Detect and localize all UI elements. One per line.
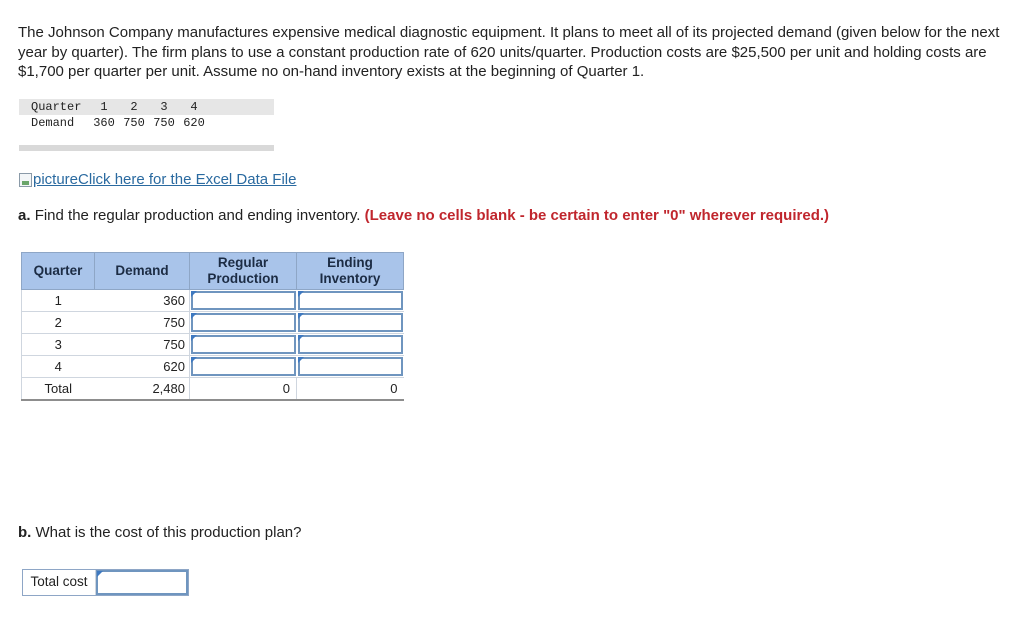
- part-a-text: Find the regular production and ending inventory.: [34, 207, 361, 224]
- input-flag-icon: [298, 357, 304, 363]
- demand-cell: 750: [95, 312, 190, 334]
- ending-inventory-input[interactable]: [297, 334, 404, 356]
- header-demand: Demand: [95, 253, 190, 290]
- divider: [19, 145, 274, 151]
- given-quarter-cell: 4: [190, 100, 198, 114]
- excel-data-link[interactable]: [19, 171, 296, 188]
- header-regular-line1: Regular: [217, 255, 269, 270]
- header-ending-line2: Inventory: [319, 271, 381, 286]
- header-ending-line1: Ending: [327, 255, 373, 270]
- given-demand-label: Demand: [31, 116, 75, 130]
- input-flag-icon: [191, 335, 197, 341]
- given-demand-table: [19, 99, 274, 151]
- table-header-row: [22, 253, 404, 290]
- given-quarter-cell: 3: [160, 100, 168, 114]
- quarter-cell: 3: [22, 334, 95, 356]
- input-flag-icon: [298, 313, 304, 319]
- part-a-question: [18, 207, 829, 224]
- input-flag-icon: [191, 291, 197, 297]
- total-cost-row: [22, 569, 189, 596]
- given-quarter-cell: 1: [100, 100, 108, 114]
- quarter-cell: 1: [22, 290, 95, 312]
- part-b-text: What is the cost of this production plan?: [35, 524, 302, 541]
- table-row: [22, 312, 404, 334]
- ending-inventory-input[interactable]: [297, 312, 404, 334]
- demand-cell: 360: [95, 290, 190, 312]
- part-a-letter: a.: [18, 207, 31, 224]
- input-flag-icon: [298, 291, 304, 297]
- given-demand-cell: 620: [183, 116, 205, 130]
- broken-image-icon: [19, 173, 32, 187]
- regular-production-input[interactable]: [190, 334, 297, 356]
- quarter-cell: 4: [22, 356, 95, 378]
- part-b-letter: b.: [18, 524, 32, 541]
- regular-production-input[interactable]: [190, 290, 297, 312]
- part-b-question: [18, 524, 302, 541]
- input-flag-icon: [191, 313, 197, 319]
- excel-link-alt: picture: [33, 171, 79, 188]
- regular-production-input[interactable]: [190, 312, 297, 334]
- problem-statement: The Johnson Company manufactures expensive medical diagnostic equipment. It plans to meet all of its projected demand (given below for the next year by quarter). The firm plans to use a constant production rate of 620 units/quarter. Production costs are $25,500 per unit and holding costs are $1,700 per quarter per unit. Assume no on-hand inventory exists at the beginning of Quarter 1.: [18, 24, 1000, 80]
- total-regular-production: 0: [190, 378, 297, 400]
- given-quarter-row: [19, 99, 274, 115]
- excel-link-text: Click here for the Excel Data File: [78, 171, 297, 188]
- header-regular-production: [190, 253, 297, 290]
- table-row: [22, 290, 404, 312]
- demand-cell: 620: [95, 356, 190, 378]
- header-regular-line2: Production: [207, 271, 279, 286]
- total-ending-inventory: 0: [297, 378, 404, 400]
- ending-inventory-input[interactable]: [297, 356, 404, 378]
- input-flag-icon: [298, 335, 304, 341]
- given-demand-cell: 750: [153, 116, 175, 130]
- given-quarter-label: Quarter: [31, 100, 82, 114]
- production-table: [21, 252, 404, 401]
- total-label: Total: [22, 378, 95, 400]
- total-row: [22, 378, 404, 400]
- quarter-cell: 2: [22, 312, 95, 334]
- table-row: [22, 356, 404, 378]
- table-row: [22, 334, 404, 356]
- given-demand-cell: 360: [93, 116, 115, 130]
- input-flag-icon: [97, 571, 103, 577]
- given-demand-row: [19, 115, 274, 131]
- header-quarter: Quarter: [22, 253, 95, 290]
- demand-cell: 750: [95, 334, 190, 356]
- given-demand-cell: 750: [123, 116, 145, 130]
- regular-production-input[interactable]: [190, 356, 297, 378]
- part-a-instruction: (Leave no cells blank - be certain to enter "0" wherever required.): [364, 207, 830, 224]
- input-flag-icon: [191, 357, 197, 363]
- ending-inventory-input[interactable]: [297, 290, 404, 312]
- total-cost-input[interactable]: [96, 570, 188, 595]
- header-ending-inventory: [297, 253, 404, 290]
- given-quarter-cell: 2: [130, 100, 138, 114]
- total-demand: 2,480: [95, 378, 190, 400]
- total-cost-label: Total cost: [23, 570, 96, 595]
